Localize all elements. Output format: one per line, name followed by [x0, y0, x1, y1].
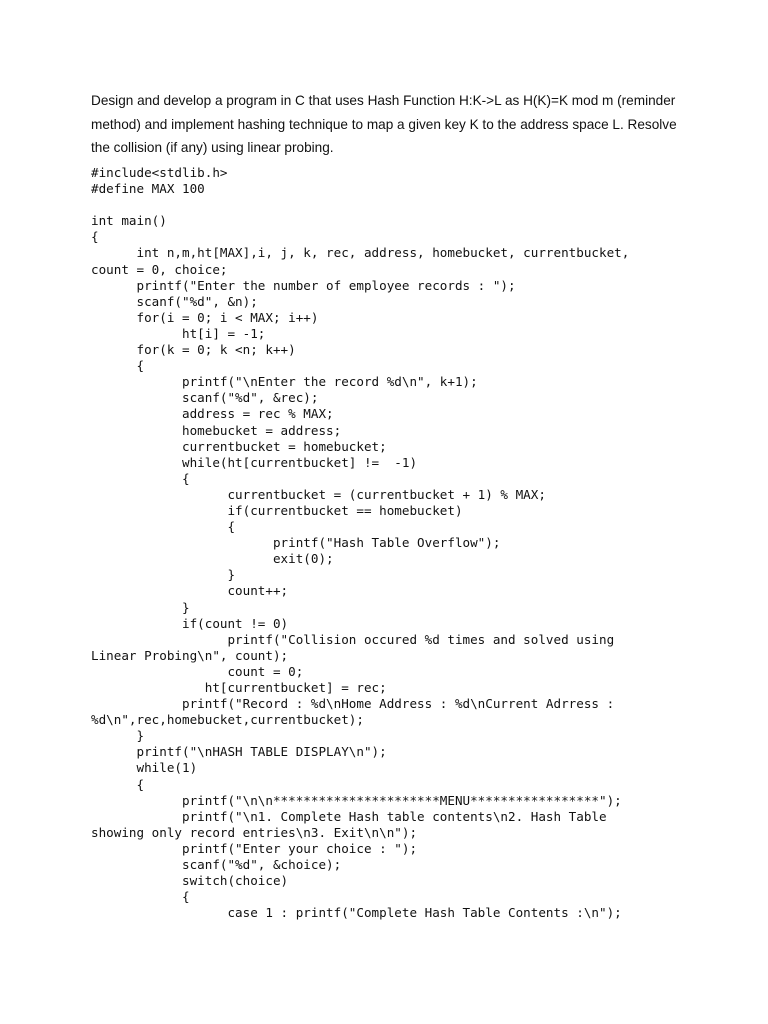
code-block	[91, 165, 731, 921]
code-line: currentbucket = homebucket;	[91, 438, 387, 454]
code-line: scanf("%d", &choice);	[91, 857, 342, 873]
code-line: printf("\nHASH TABLE DISPLAY\n");	[91, 744, 387, 760]
code-line: {	[91, 470, 190, 486]
code-line: scanf("%d", &rec);	[91, 390, 319, 406]
code-line: {	[91, 358, 145, 374]
code-line: count = 0, choice;	[91, 261, 228, 277]
code-line: printf("Enter the number of employee records : ");	[91, 277, 516, 293]
code-line: for(k = 0; k <n; k++)	[91, 342, 296, 358]
code-line: printf("Record : %d\nHome Address : %d\nCurrent Adrress :	[91, 696, 615, 712]
code-line: printf("\n\n**********************MENU*****************");	[91, 792, 622, 808]
code-line: exit(0);	[91, 551, 334, 567]
code-line: printf("\nEnter the record %d\n", k+1);	[91, 374, 478, 390]
code-line: homebucket = address;	[91, 422, 342, 438]
code-line: int n,m,ht[MAX],i, j, k, rec, address, homebucket, currentbucket,	[91, 245, 630, 261]
code-line: }	[91, 728, 145, 744]
code-line: while(ht[currentbucket] != -1)	[91, 454, 418, 470]
code-line: {	[91, 889, 190, 905]
code-line: int main()	[91, 213, 167, 229]
code-line: switch(choice)	[91, 873, 289, 889]
code-line: ht[currentbucket] = rec;	[91, 680, 387, 695]
code-line: %d\n",rec,homebucket,currentbucket);	[91, 712, 364, 728]
code-line: {	[91, 776, 145, 792]
code-line: }	[91, 567, 236, 583]
code-line: #include<stdlib.h>	[91, 165, 228, 180]
code-line: count = 0;	[91, 663, 304, 679]
problem-statement: Design and develop a program in C that uses Hash Function H:K->L as H(K)=K mod m (reminder method) and implement hashing technique to map a given key K to the address space L. Resolve the collision (if any) using linear probing.	[91, 93, 677, 155]
code-line: {	[91, 519, 236, 535]
code-line: printf("\n1. Complete Hash table contents\n2. Hash Table	[91, 808, 607, 824]
code-line: printf("Hash Table Overflow");	[91, 535, 501, 551]
code-line: case 1 : printf("Complete Hash Table Contents :\n");	[91, 905, 622, 921]
code-line: while(1)	[91, 760, 198, 776]
code-line: currentbucket = (currentbucket + 1) % MAX;	[91, 486, 546, 502]
code-line: scanf("%d", &n);	[91, 293, 258, 309]
code-line: address = rec % MAX;	[91, 406, 334, 422]
code-line: count++;	[91, 583, 289, 599]
code-line	[91, 197, 731, 213]
code-line: printf("Enter your choice : ");	[91, 840, 418, 856]
code-line: Linear Probing\n", count);	[91, 647, 289, 663]
code-line: if(count != 0)	[91, 615, 289, 631]
code-line: }	[91, 599, 190, 615]
code-line: {	[91, 229, 99, 245]
code-line: printf("Collision occured %d times and solved using	[91, 631, 615, 647]
code-line: #define MAX 100	[91, 181, 205, 197]
code-line: ht[i] = -1;	[91, 325, 266, 341]
code-line: if(currentbucket == homebucket)	[91, 502, 463, 518]
code-line: for(i = 0; i < MAX; i++)	[91, 309, 319, 325]
code-line: showing only record entries\n3. Exit\n\n");	[91, 824, 418, 840]
